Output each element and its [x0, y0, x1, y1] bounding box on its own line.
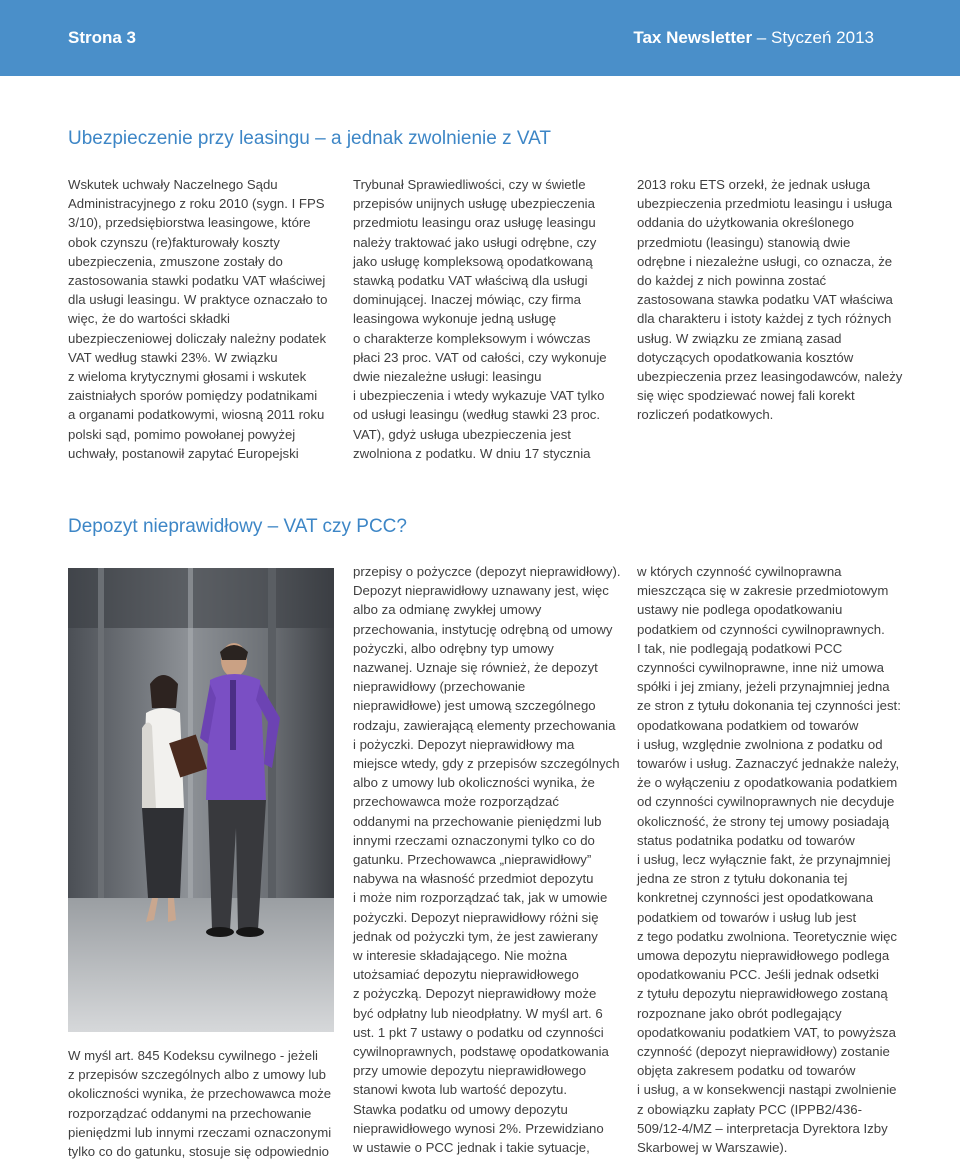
text-line: spółki i jej zmiany, jeżeli przynajmniej jedna [637, 679, 890, 695]
text-line: od czynności cywilnoprawnych nie decyduje [637, 794, 895, 810]
text-line: VAT), gdyż usługa ubezpieczenia jest [353, 426, 571, 442]
text-line: ust. 1 pkt 7 ustawy o podatku od czynności [353, 1024, 604, 1040]
text-line: że o wyłączeniu z opodatkowania podatkiem [637, 775, 898, 791]
text-line: przechowania, instytucję odrębną od umowy [353, 621, 613, 637]
text-line: nazwanej. Uznaje się również, że depozyt [353, 660, 598, 676]
article-title-leasing: Ubezpieczenie przy leasingu – a jednak zwolnienie z VAT [68, 128, 552, 149]
text-line: VAT według stawki 23%. W związku [68, 349, 278, 365]
text-line: opodatkowana podatkiem od towarów [637, 717, 859, 733]
text-line: do każdej z nich powinna zostać [637, 273, 827, 289]
text-line: i usług, a w konsekwencji nastąpi zwolnienie [637, 1082, 897, 1098]
text-line: nieprawidłowy (przechowanie [353, 679, 526, 695]
page-number: Strona 3 [68, 28, 137, 47]
text-line: być odpłatny lub nieodpłatny. W myśl art. 6 [353, 1005, 603, 1021]
article2-column-1 [68, 1046, 338, 1161]
text-line: I tak, nie podlegają podatkowi PCC [637, 640, 843, 656]
text-line: albo za odmianę zwykłej umowy [353, 602, 542, 618]
text-line: od usługi leasingu (według stawki 23 proc. [353, 407, 601, 423]
text-line: w interesie składającego. Nie można [353, 948, 568, 964]
text-line: zastosowana stawka podatku VAT właściwa [637, 292, 893, 308]
text-line: nieprawidłowe) jest umową szczególnego [353, 698, 596, 714]
text-line: miejsce wtedy, gdy z przepisów szczególnych [353, 756, 620, 772]
text-line: stanowi kwota lub wartość depozytu. [353, 1082, 568, 1098]
text-line: jako usługę kompleksową opodatkowaną [353, 253, 593, 269]
text-line: i pożyczki. Depozyt nieprawidłowy ma [353, 736, 575, 752]
text-line: stawką podatku VAT właściwą dla usługi [353, 273, 588, 289]
text-line: okoliczności wynika, że przechowawca może [68, 1086, 332, 1102]
text-line: i usług, lecz wyłącznie fakt, że przynajmniej [637, 852, 891, 868]
text-line: w których czynność cywilnoprawna [637, 564, 842, 579]
text-line: opodatkowaniu podatkiem VAT, to powyższa [637, 1024, 897, 1040]
text-line: objęta zakresem podatku od towarów [637, 1063, 856, 1079]
text-line: Administracyjnego z roku 2010 (sygn. I FPS [68, 196, 325, 212]
text-line: Skarbowej w Warszawie). [637, 1140, 788, 1156]
text-line: rozliczeń podatkowych. [637, 407, 774, 423]
text-line: gatunku. Przechowawca „nieprawidłowy” [353, 852, 592, 868]
text-line: pieniędzmi lub innymi rzeczami oznaczonymi [68, 1124, 332, 1140]
text-line: ubezpieczenia, zmuszone zostały do [68, 253, 283, 269]
text-line: dla usługi leasingu. W praktyce oznaczało to [68, 292, 328, 308]
text-line: albo z umowy lub okoliczności wynika, że [353, 775, 595, 791]
text-line: pożyczki, albo odrębny typ umowy [353, 640, 554, 656]
article1-column-2 [353, 175, 623, 463]
page-header [0, 0, 960, 76]
text-line: ustawy nie podlega opodatkowaniu [637, 602, 843, 618]
text-line: uchwały, postanowił zapytać Europejski [68, 445, 299, 461]
title-separator: – [752, 28, 771, 47]
text-line: 509/12-4/MZ – interpretacja Dyrektora Izby [637, 1120, 888, 1136]
text-line: o charakterze kompleksowym i wówczas [353, 330, 591, 346]
text-line: mieszcząca się w zakresie przedmiotowym [637, 583, 889, 599]
text-line: czynność (depozyt nieprawidłowy) zostanie [637, 1044, 890, 1060]
text-line: i usług, względnie zwolniona z podatku od [637, 736, 883, 752]
text-line: oddania do użytkowania określonego [637, 215, 855, 231]
text-line: ubezpieczenia przez leasingodawców, należy [637, 369, 903, 385]
text-line: obok czynszu (re)fakturowały koszty [68, 234, 280, 250]
text-line: i ubezpieczenia i wtedy wykazuje VAT tylko [353, 388, 605, 404]
text-line: ubezpieczeniowej doliczały należny podatek [68, 330, 327, 346]
text-line: z przepisów szczególnych albo z umowy lub [68, 1067, 327, 1083]
text-line: i może nim rozporządzać tak, jak w umowie [353, 890, 608, 906]
text-line: 3/10), przedsiębiorstwa leasingowe, które [68, 215, 311, 231]
text-line: z pożyczką. Depozyt nieprawidłowy może [353, 986, 597, 1002]
text-line: usług. W związku ze zmianą zasad [637, 330, 842, 346]
text-line: odrębne i niezależne usługi, co oznacza, że [637, 253, 893, 269]
text-line: podatkiem od towarów i usług lub jest [637, 909, 857, 925]
article1-column-1 [68, 175, 338, 463]
text-line: przepisów unijnych usługę ubezpieczenia [353, 196, 595, 212]
text-line: zastosowania stawki podatku VAT właściwej [68, 273, 326, 289]
text-line: jedna ze stron z tytułu dokonania tej [637, 871, 848, 887]
text-line: oddanymi na przechowanie pieniędzmi lub [353, 813, 602, 829]
text-line: rozporządzać oddanymi na przechowanie [68, 1105, 312, 1121]
text-line: pożyczki. Depozyt nieprawidłowy różni się [353, 909, 599, 925]
text-line: Stawka podatku od umowy depozytu [353, 1101, 568, 1117]
text-line: dwie niezależne usługi: leasingu [353, 369, 542, 385]
article2-column-3 [637, 562, 907, 1157]
article2-column-2 [353, 562, 623, 1157]
text-line: a organami podatkowymi, wiosną 2011 roku [68, 407, 325, 423]
text-line: okoliczność, że strony tej umowy posiadają [637, 813, 890, 829]
newsletter-title [633, 28, 874, 48]
text-line: dominującej. Inaczej mówiąc, czy firma [353, 292, 581, 308]
text-line: jednak od pożyczki tym, że jest zawierany [353, 928, 598, 944]
business-people-photo [68, 568, 334, 1032]
article-title-deposit: Depozyt nieprawidłowy – VAT czy PCC? [68, 516, 407, 537]
text-line: dla charakteru i istoty każdej z tych różnych [637, 311, 892, 327]
text-line: dotyczących opodatkowania kosztów [637, 349, 854, 365]
newsletter-name: Tax Newsletter [633, 28, 753, 47]
text-line: zaistniałych sporów pomiędzy podatnikami [68, 388, 318, 404]
text-line: W myśl art. 845 Kodeksu cywilnego - jeżeli [68, 1048, 318, 1063]
text-line: należy traktować jako usługi odrębne, czy [353, 234, 597, 250]
text-line: ubezpieczenia przedmiotu leasingu i usługa [637, 196, 893, 212]
text-line: czynności cywilnoprawne, inne niż umowa [637, 660, 885, 676]
text-line: utożsamiać depozytu nieprawidłowego [353, 967, 579, 983]
text-line: innymi rzeczami oznaczonymi tylko co do [353, 832, 595, 848]
text-line: rodzaju, zawierającą elementy przechowania [353, 717, 616, 733]
text-line: polski sąd, pomimo powołanej powyżej [68, 426, 296, 442]
text-line: przy umowie depozytu nieprawidłowego [353, 1063, 587, 1079]
text-line: leasingowa wykonuje jedną usługę [353, 311, 557, 327]
text-line: tylko co do gatunku, stosuje się odpowiednio [68, 1144, 329, 1160]
text-line: z obowiązku zapłaty PCC (IPPB2/436- [637, 1101, 863, 1117]
text-line: nabywa na własność przedmiot depozytu [353, 871, 594, 887]
text-line: zwolniona z podatku. W dniu 17 stycznia [353, 445, 591, 461]
text-line: przechowawca może rozporządzać [353, 794, 559, 810]
text-line: z tego podatku zwolniona. Teoretycznie więc [637, 928, 897, 944]
text-line: z wieloma krytycznymi głosami i wskutek [68, 369, 307, 385]
text-line: Depozyt nieprawidłowy uznawany jest, więc [353, 583, 609, 599]
text-line: podatkiem od czynności cywilnoprawnych. [637, 621, 885, 637]
text-line: się więc spodziewać nowej fali korekt [637, 388, 855, 404]
text-line: przepisy o pożyczce (depozyt nieprawidłowy). [353, 564, 621, 579]
text-line: umowa depozytu nieprawidłowego podlega [637, 948, 890, 964]
text-line: opodatkowaniu PCC. Jeśli jednak odsetki [637, 967, 879, 983]
text-line: konkretnej czynności jest opodatkowana [637, 890, 874, 906]
text-line: 2013 roku ETS orzekł, że jednak usługa [637, 177, 871, 192]
text-line: ze stron z tytułu dokonania tej czynności jest: [637, 698, 901, 714]
text-line: towarów i usług. Zaznaczyć jednakże należy, [637, 756, 900, 772]
text-line: w ustawie o PCC jednak i takie sytuacje, [353, 1140, 590, 1156]
text-line: rozpoznane jako obrót podlegający [637, 1005, 842, 1021]
text-line: przedmiotu (leasingu) stanowią dwie [637, 234, 851, 250]
article1-column-3 [637, 175, 907, 425]
text-line: więc, że do wartości składki [68, 311, 230, 327]
newsletter-date: Styczeń 2013 [770, 28, 874, 47]
text-line: cywilnoprawnych, podstawę opodatkowania [353, 1044, 609, 1060]
text-line: nieprawidłowego wynosi 2%. Przewidziano [353, 1120, 604, 1136]
text-line: Wskutek uchwały Naczelnego Sądu [68, 177, 278, 192]
text-line: status podatnika podatku od towarów [637, 832, 855, 848]
text-line: z tytułu depozytu nieprawidłowego zostaną [637, 986, 888, 1002]
text-line: płaci 23 proc. VAT od całości, czy wykonuje [353, 349, 607, 365]
text-line: przedmiotu leasingu oraz usługę leasingu [353, 215, 596, 231]
text-line: Trybunał Sprawiedliwości, czy w świetle [353, 177, 586, 192]
